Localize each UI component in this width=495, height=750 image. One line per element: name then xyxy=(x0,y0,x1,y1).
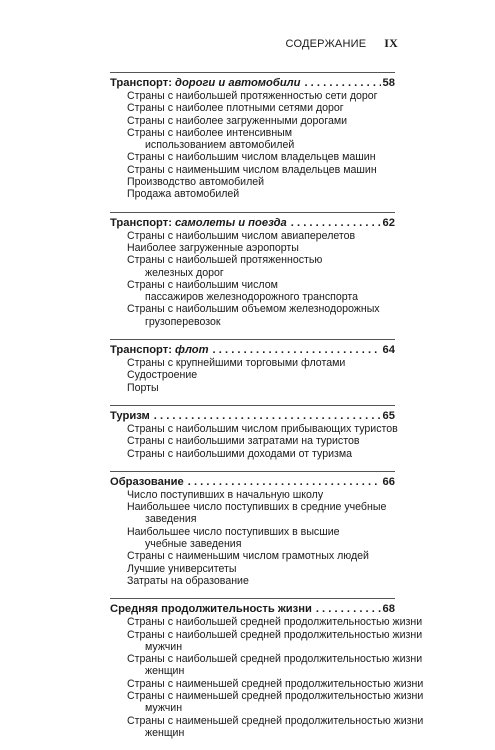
section-title-plain: Транспорт: xyxy=(110,344,176,357)
toc-entry[interactable]: Страны с наибольшим числом владельцев машин xyxy=(127,151,376,164)
section-title-plain: Средняя продолжительность жизни xyxy=(110,603,312,616)
toc-section xyxy=(110,405,398,460)
leader-dots xyxy=(291,216,381,230)
toc-entry[interactable]: Страны с наибольшей средней продолжительностью жизни xyxy=(127,628,423,641)
toc-entry[interactable]: Страны с наибольшими доходами от туризма xyxy=(127,447,353,460)
toc-entry-continuation: заведения xyxy=(145,513,197,526)
leader-dots xyxy=(304,76,380,90)
toc-entry[interactable]: Наибольшее число поступивших в высшие xyxy=(127,525,340,538)
section-title xyxy=(110,409,150,423)
section-title-plain: Образование xyxy=(110,475,184,488)
toc-entry[interactable]: Страны с наибольшей средней продолжительностью жизни xyxy=(127,653,423,666)
toc-entry-continuation: использованием автомобилей xyxy=(145,139,295,152)
toc-entry-continuation: мужчин xyxy=(145,640,183,653)
toc-entry-continuation: учебные заведения xyxy=(145,538,242,551)
toc-entry[interactable]: Наиболее загруженные аэропорты xyxy=(127,241,299,254)
toc-entry[interactable]: Страны с наименьшей средней продолжительностью жизни xyxy=(127,677,424,690)
toc-entry-continuation: железных дорог xyxy=(145,266,224,279)
running-head xyxy=(286,36,398,51)
toc-section xyxy=(110,598,424,739)
toc-entry[interactable]: Страны с наибольшим числом прибывающих туристов xyxy=(127,422,398,435)
toc-section xyxy=(110,471,395,587)
toc-entry[interactable]: Страны с наибольшим числом авиаперелетов xyxy=(127,229,356,242)
toc-section xyxy=(110,339,395,394)
section-title xyxy=(110,343,209,357)
toc-entry[interactable]: Наибольшее число поступивших в средние учебные xyxy=(127,501,387,514)
toc-entry[interactable]: Производство автомобилей xyxy=(127,176,265,189)
section-title-plain: Транспорт: xyxy=(110,216,176,229)
toc-entry[interactable]: Страны с наибольшей протяженностью xyxy=(127,254,323,267)
toc-section-heading[interactable] xyxy=(110,72,395,90)
toc-entry[interactable]: Страны с наименьшим числом владельцев машин xyxy=(127,163,377,176)
toc-entry[interactable]: Страны с наибольшими затратами на туристов xyxy=(127,435,360,448)
leader-dots xyxy=(213,343,381,357)
leader-dots xyxy=(188,475,381,489)
toc-entry[interactable]: Страны с наименьшей средней продолжительностью жизни xyxy=(127,689,424,702)
section-title-italic: самолеты и поезда xyxy=(175,216,287,229)
section-page-number: 62 xyxy=(382,216,395,229)
toc-entry[interactable]: Страны с наибольшим числом xyxy=(127,278,278,291)
section-title xyxy=(110,76,300,90)
toc-section-heading[interactable] xyxy=(110,598,395,616)
toc-section-heading[interactable] xyxy=(110,471,395,489)
toc-entry[interactable]: Страны с наибольшим объемом железнодорожных xyxy=(127,303,380,316)
toc-entry[interactable]: Число поступивших в начальную школу xyxy=(127,488,324,501)
section-page-number: 66 xyxy=(382,475,395,488)
leader-dots xyxy=(154,409,381,423)
toc-entry-continuation: женщин xyxy=(145,665,185,678)
running-title: СОДЕРЖАНИЕ xyxy=(285,38,367,50)
toc-section-heading[interactable] xyxy=(110,405,395,423)
toc-section-heading[interactable] xyxy=(110,339,395,357)
toc-entry[interactable]: Страны с наибольшей протяженностью сети дорог xyxy=(127,90,378,102)
toc-entry[interactable]: Страны с наименьшим числом грамотных людей xyxy=(127,550,369,563)
section-title-plain: Туризм xyxy=(110,409,150,422)
toc-entry[interactable]: Затраты на образование xyxy=(127,574,249,587)
section-page-number: 58 xyxy=(382,77,395,89)
page-number: IX xyxy=(384,36,398,50)
toc-entry[interactable]: Порты xyxy=(127,381,159,394)
toc-entry-continuation: женщин xyxy=(145,726,185,739)
toc-entry[interactable]: Страны с наименьшей средней продолжительностью жизни xyxy=(127,714,424,727)
toc-entry[interactable]: Страны с наиболее интенсивным xyxy=(127,126,293,139)
toc-entry[interactable]: Лучшие университеты xyxy=(127,562,237,575)
toc-entry-continuation: грузоперевозок xyxy=(145,315,221,328)
section-title-italic: дороги и автомобили xyxy=(175,77,301,89)
section-page-number: 68 xyxy=(382,603,395,616)
toc-entry[interactable]: Страны с наиболее загруженными дорогами xyxy=(127,114,348,127)
section-title xyxy=(110,216,287,230)
toc-entry[interactable]: Страны с наиболее плотными сетями дорог xyxy=(127,102,344,115)
table-of-contents xyxy=(110,72,424,750)
section-page-number: 65 xyxy=(382,409,395,422)
section-title xyxy=(110,475,184,489)
toc-section-heading[interactable] xyxy=(110,212,395,230)
toc-section xyxy=(110,72,395,201)
toc-entry[interactable]: Продажа автомобилей xyxy=(127,188,240,201)
section-page-number: 64 xyxy=(382,344,395,357)
leader-dots xyxy=(316,602,381,616)
toc-entry[interactable]: Страны с наибольшей средней продолжительностью жизни xyxy=(127,616,423,629)
toc-entry[interactable]: Страны с крупнейшими торговыми флотами xyxy=(127,357,346,370)
section-title-italic: флот xyxy=(175,344,209,357)
toc-section xyxy=(110,212,395,328)
toc-entry[interactable]: Судостроение xyxy=(127,369,198,382)
toc-entry-continuation: мужчин xyxy=(145,702,183,715)
section-title xyxy=(110,602,312,616)
toc-entry-continuation: пассажиров железнодорожного транспорта xyxy=(145,291,359,304)
section-title-plain: Транспорт: xyxy=(110,77,176,89)
